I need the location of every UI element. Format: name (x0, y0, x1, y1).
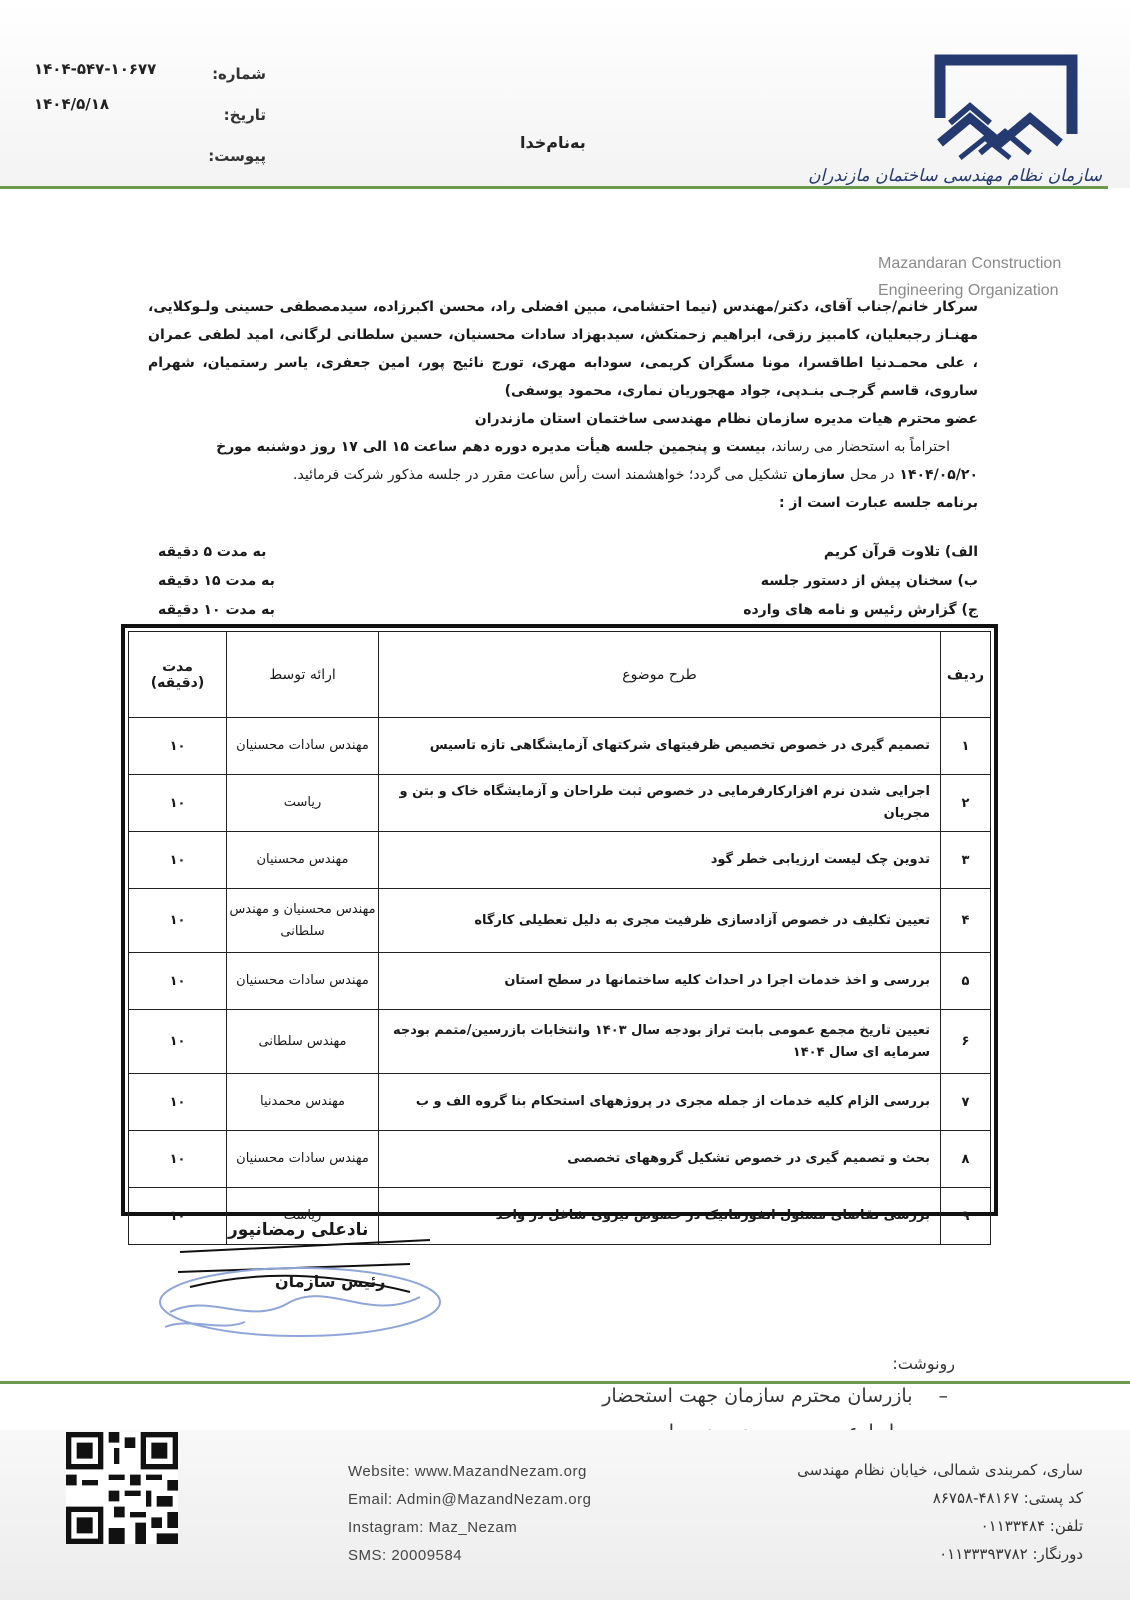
date-label: تاریخ: (223, 106, 266, 124)
invitation-line-2: ۱۴۰۴/۰۵/۲۰ در محل سازمان تشکیل می گردد؛ خواهشمند است رأس ساعت مقرر در جلسه مذکور شرکت فرمائید. (293, 467, 978, 483)
qr-code-icon (66, 1432, 178, 1544)
table-row: ۹ بررسی تقاضای مسئول انفورماتیک در خصوص نیروی شاغل در واحد ریاست ۱۰ (129, 1188, 991, 1245)
signatory-name: نادعلی رمضانپور (228, 1220, 369, 1240)
organization-name-english: Mazandaran Construction Engineering Organization (878, 255, 1062, 299)
agenda-item: ج) گزارش رئیس و نامه های وارده به مدت ۱۰ دقیقه (158, 602, 978, 618)
header-duration: مدت (دقیقه) (129, 632, 227, 718)
letter-date: ۱۴۰۴/۵/۱۸ (34, 95, 110, 113)
footer-street: ساری، کمربندی شمالی، خیابان نظام مهندسی (797, 1461, 1083, 1479)
agenda-table-grid (128, 631, 991, 1245)
footer-email: Email: Admin@MazandNezam.org (348, 1491, 592, 1508)
table-row: ۸ بحث و تصمیم گیری در خصوص تشکیل گروههای تخصصی مهندس سادات محسنیان ۱۰ (129, 1131, 991, 1188)
footer-divider (0, 1381, 1130, 1384)
header-presenter: ارائه توسط (227, 632, 379, 718)
signatory-title: رئیس سازمان (275, 1272, 386, 1291)
table-row: ۵ بررسی و اخذ خدمات اجرا در احداث کلیه ساختمانها در سطح استان مهندس سادات محسنیان ۱۰ (129, 953, 991, 1010)
table-row: ۱ تصمیم گیری در خصوص تخصیص ظرفیتهای شرکتهای آزمایشگاهی تازه تاسیس مهندس سادات محسنیان ۱۰ (129, 718, 991, 775)
letter-meta-values (34, 52, 156, 122)
addressee: عضو محترم هیات مدیره سازمان نظام مهندسی ساختمان استان مازندران (474, 411, 978, 427)
footer-contact (348, 1458, 591, 1570)
footer-address (797, 1456, 1083, 1568)
footer-phone: تلفن: ۰۱۱۳۳۴۸۴ (980, 1517, 1083, 1535)
agenda-list (148, 538, 978, 625)
letter-meta-labels (208, 54, 266, 177)
cc-item: – بازرسان محترم سازمان جهت استحضار (602, 1378, 948, 1414)
invitation-line-1: احتراماً به استحضار می رساند، بیست و پنجمین جلسه هیأت مدیره دوره دهم ساعت ۱۵ الی ۱۷ روز دوشنبه مورخ (216, 439, 950, 455)
footer-sms: SMS: 20009584 (348, 1547, 463, 1564)
cc-heading: رونوشت: (892, 1354, 955, 1373)
table-row: ۶ تعیین تاریخ مجمع عمومی بابت تراز بودجه سال ۱۴۰۳ وانتخابات بازرسین/متمم بودجه سرمایه ای سال ۱۴۰۴ مهندس سلطانی ۱۰ (129, 1010, 991, 1074)
agenda-item: ب) سخنان پیش از دستور جلسه به مدت ۱۵ دقیقه (158, 573, 978, 589)
bismillah: به‌نام‌خدا (520, 133, 586, 152)
table-header-row (129, 632, 991, 718)
agenda-item: الف) تلاوت قرآن کریم به مدت ۵ دقیقه (158, 544, 978, 560)
footer-fax: دورنگار: ۰۱۱۳۳۳۹۳۷۸۲ (939, 1545, 1083, 1563)
table-row: ۷ بررسی الزام کلیه خدمات از جمله مجری در پروژههای استحکام بنا گروه الف و ب مهندس محمدنیا ۱۰ (129, 1074, 991, 1131)
attachment-label: پیوست: (208, 147, 266, 165)
letter-body (148, 293, 978, 517)
letter-number: ۱۴۰۴-۵۴۷-۱۰۶۷۷ (34, 60, 157, 78)
organization-slogan: سازمان نظام مهندسی ساختمان مازندران (808, 166, 1102, 186)
agenda-table (121, 624, 998, 1224)
header-subject: طرح موضوع (379, 632, 941, 718)
table-row: ۲ اجرایی شدن نرم افزارکارفرمایی در خصوص ثبت طراحان و آزمایشگاه خاک و بتن و مجریان ریاست ۱۰ (129, 775, 991, 832)
footer-postal: کد پستی: ۴۸۱۶۷-۸۶۷۵۸ (932, 1489, 1083, 1507)
header-row-number: ردیف (941, 632, 991, 718)
building-logo-icon (910, 48, 1100, 168)
footer-website: Website: www.MazandNezam.org (348, 1463, 587, 1480)
recipients: سرکار خانم/جناب آقای، دکتر/مهندس (نیما احتشامی، مبین افضلی راد، محسن اکبرزاده، سیدمصطفی حسینی ولـوکلایی، مهنـاز رجبعلیان، کامبیز رزقی، ابراهیم زحمتکش، سیدبهزاد سادات محسنیان، حسین سلطانی لرگانی، امید لطفی عمران ، علی محمـدنیا اطاقسرا، مونا مسگران کریمی، سودابه مهری، تورج نائیج پور، امین جعفری، یاسر رستمیان، شهرام ساروی، قاسم گرجـی بنـدپی، جواد مهجوریان نماری، محمود یوسفی) (148, 299, 978, 399)
table-row: ۳ تدوین چک لیست ارزیابی خطر گود مهندس محسنیان ۱۰ (129, 832, 991, 889)
program-intro: برنامه جلسه عبارت است از : (778, 495, 978, 511)
footer-instagram: Instagram: Maz_Nezam (348, 1519, 518, 1536)
table-row: ۴ تعیین تکلیف در خصوص آزادسازی ظرفیت مجری به دلیل تعطیلی کارگاه مهندس محسنیان و مهندس سلطانی ۱۰ (129, 889, 991, 953)
number-label: شماره: (212, 65, 266, 83)
